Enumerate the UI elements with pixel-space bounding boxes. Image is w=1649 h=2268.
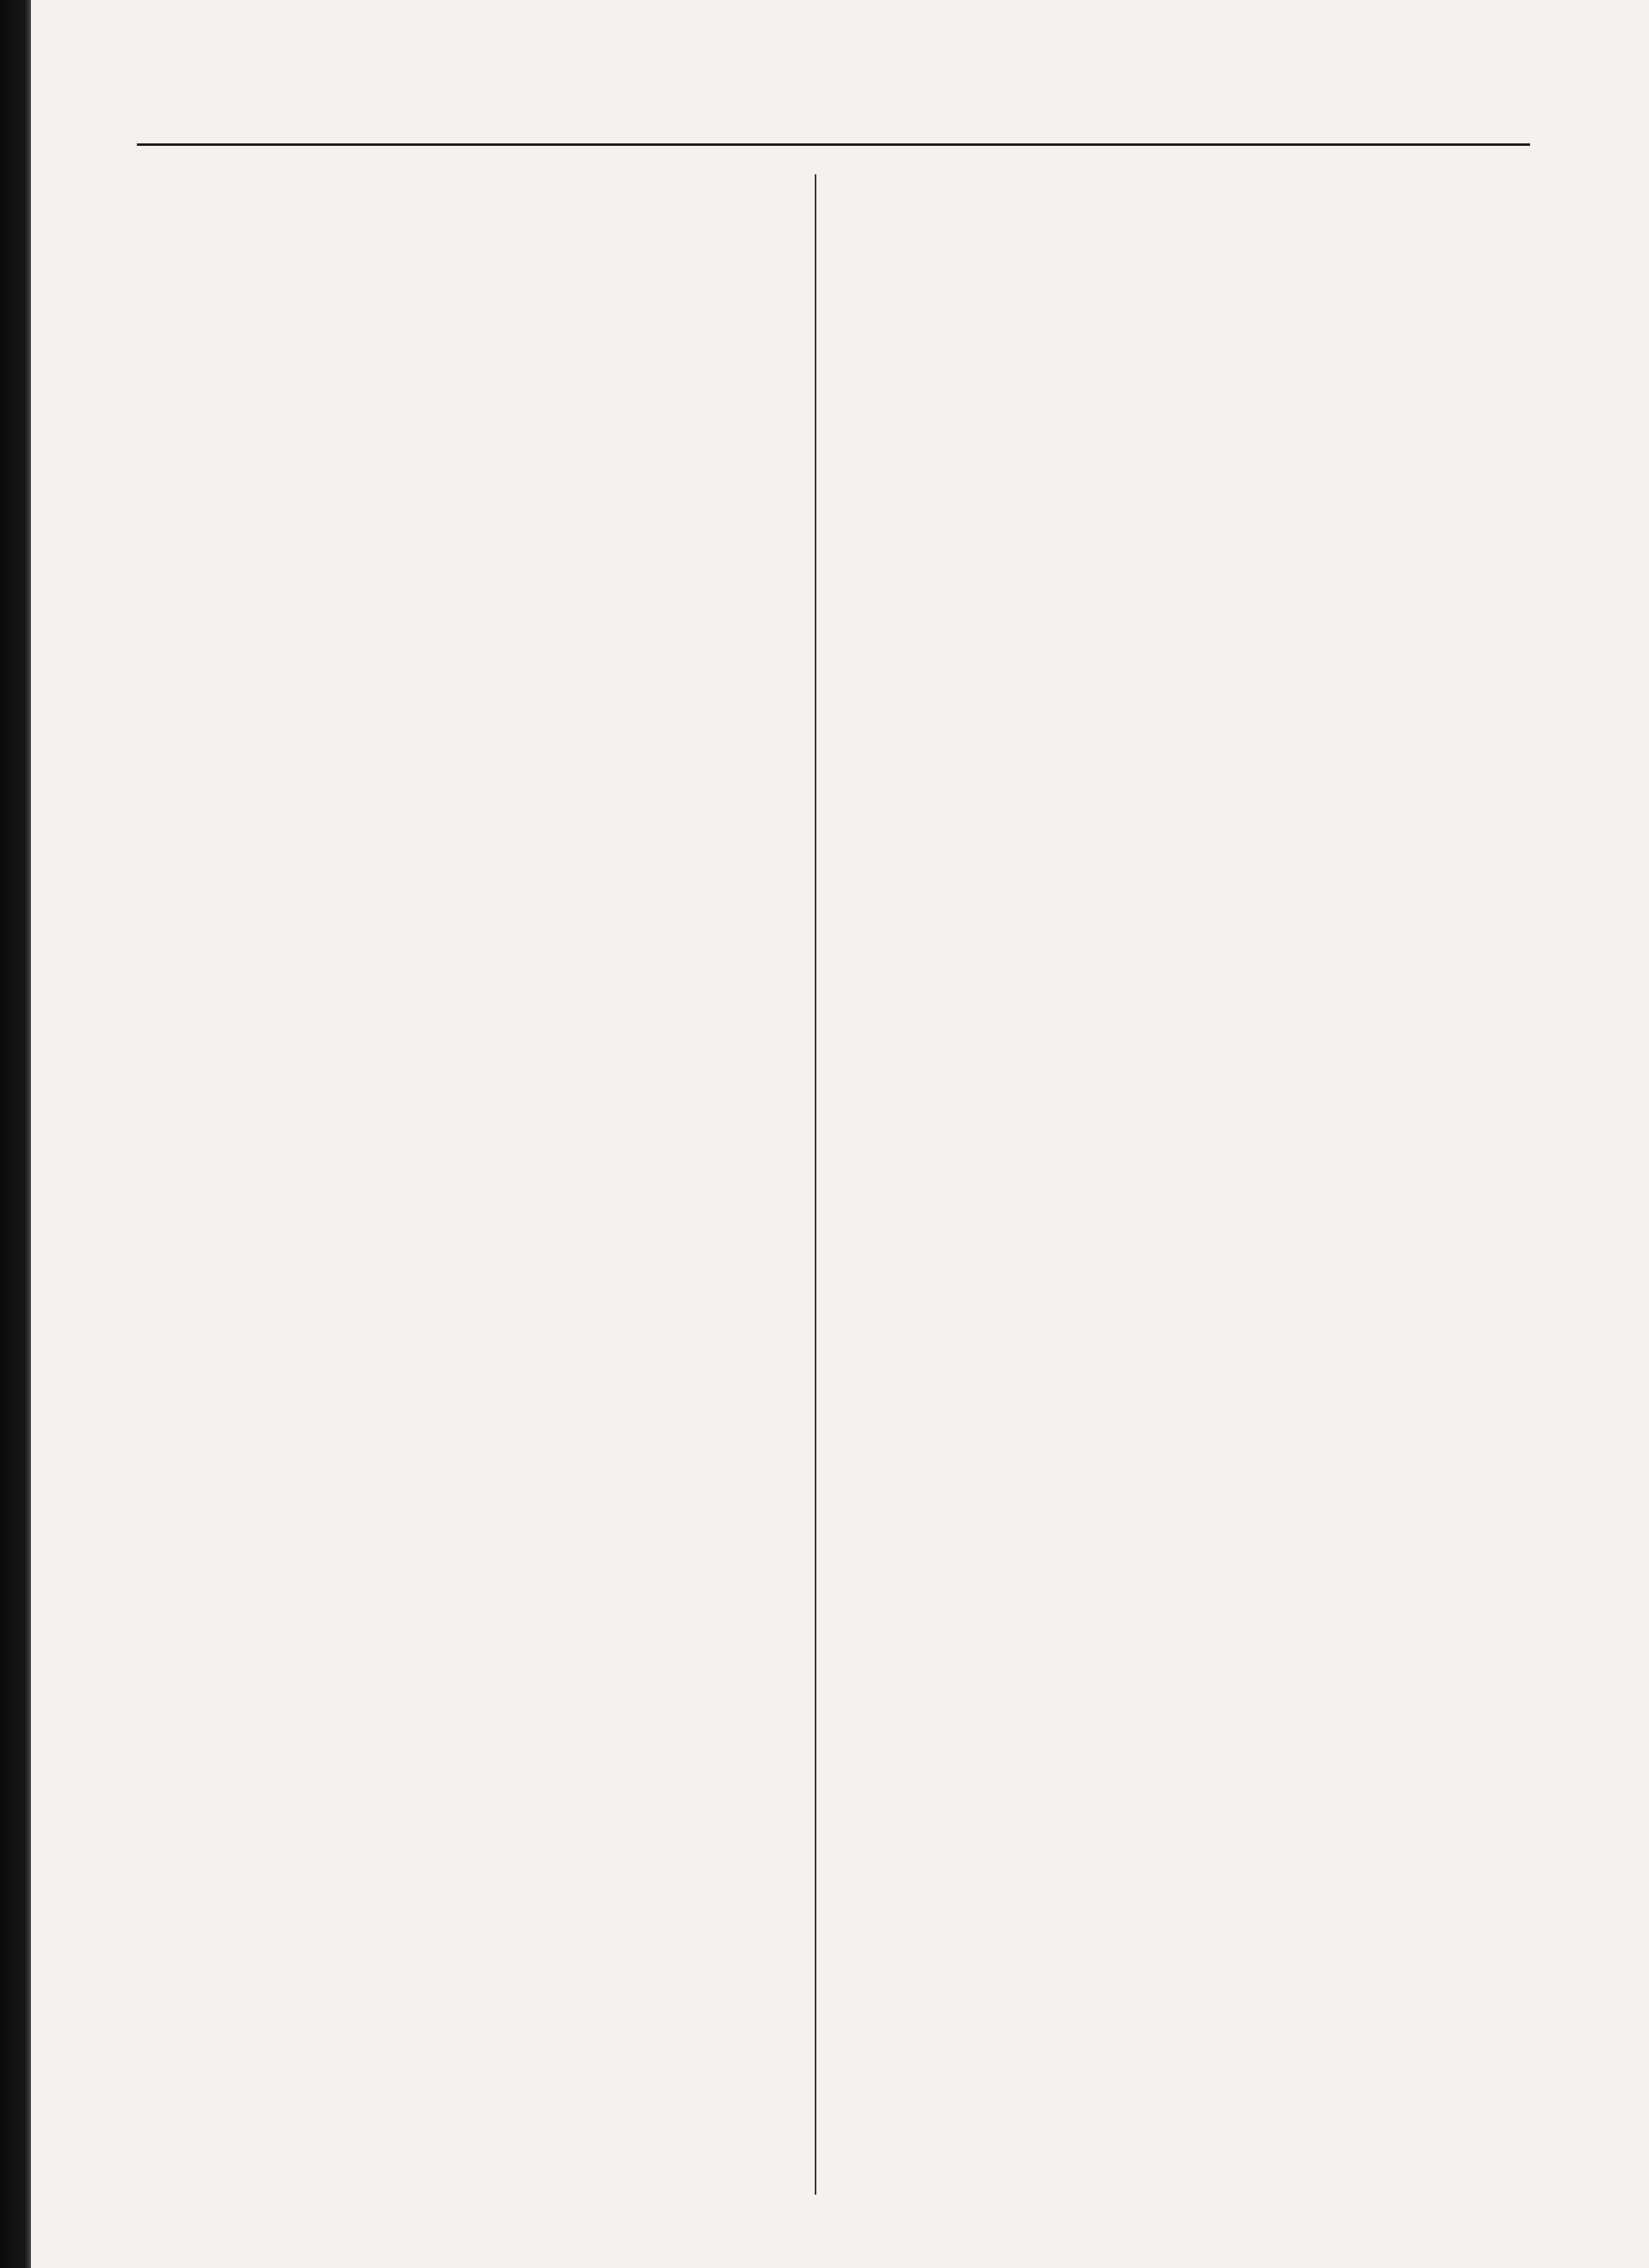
newspaper-page (31, 0, 1649, 2268)
page-binding-edge (0, 0, 31, 2268)
column-divider (815, 174, 816, 2195)
header-rule (137, 143, 1530, 146)
